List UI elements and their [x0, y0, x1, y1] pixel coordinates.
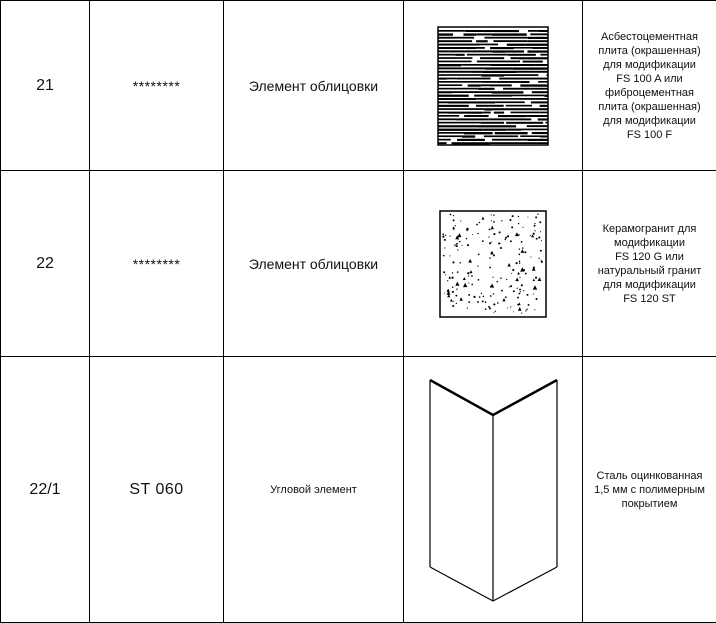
item-name: Элемент облицовки [224, 171, 404, 357]
table-row [1, 171, 716, 357]
speckled-granite-icon [439, 210, 547, 318]
description-line: 1,5 мм с полимерным [583, 483, 716, 497]
item-description [583, 171, 716, 357]
item-code: ******** [90, 171, 224, 357]
description-line: покрытием [583, 497, 716, 511]
row-number: 22/1 [1, 357, 90, 623]
illustration-cell [404, 357, 583, 623]
illustration-cell [404, 171, 583, 357]
description-line: модификации [583, 236, 716, 250]
description-line: для модификации [583, 58, 716, 72]
description-line: FS 120 G или [583, 250, 716, 264]
description-line: фиброцементная [583, 86, 716, 100]
description-line: плита (окрашенная) [583, 44, 716, 58]
description-line: для модификации [583, 114, 716, 128]
description-line: натуральный гранит [583, 264, 716, 278]
item-code: ******** [90, 1, 224, 171]
row-number: 21 [1, 1, 90, 171]
item-code: ST 060 [90, 357, 224, 623]
corner-element-icon [425, 375, 561, 605]
table-row [1, 1, 716, 171]
description-line: Керамогранит для [583, 222, 716, 236]
description-line: плита (окрашенная) [583, 100, 716, 114]
item-description [583, 1, 716, 171]
description-line: FS 100 A или [583, 72, 716, 86]
illustration-cell [404, 1, 583, 171]
item-name: Угловой элемент [224, 357, 404, 623]
description-line: Сталь оцинкованная [583, 469, 716, 483]
description-line: для модификации [583, 278, 716, 292]
row-number: 22 [1, 171, 90, 357]
description-line: FS 120 ST [583, 292, 716, 306]
item-name: Элемент облицовки [224, 1, 404, 171]
item-description [583, 357, 716, 623]
table-row [1, 357, 716, 623]
striped-panel-icon [437, 26, 549, 146]
description-line: FS 100 F [583, 128, 716, 142]
description-line: Асбестоцементная [583, 30, 716, 44]
